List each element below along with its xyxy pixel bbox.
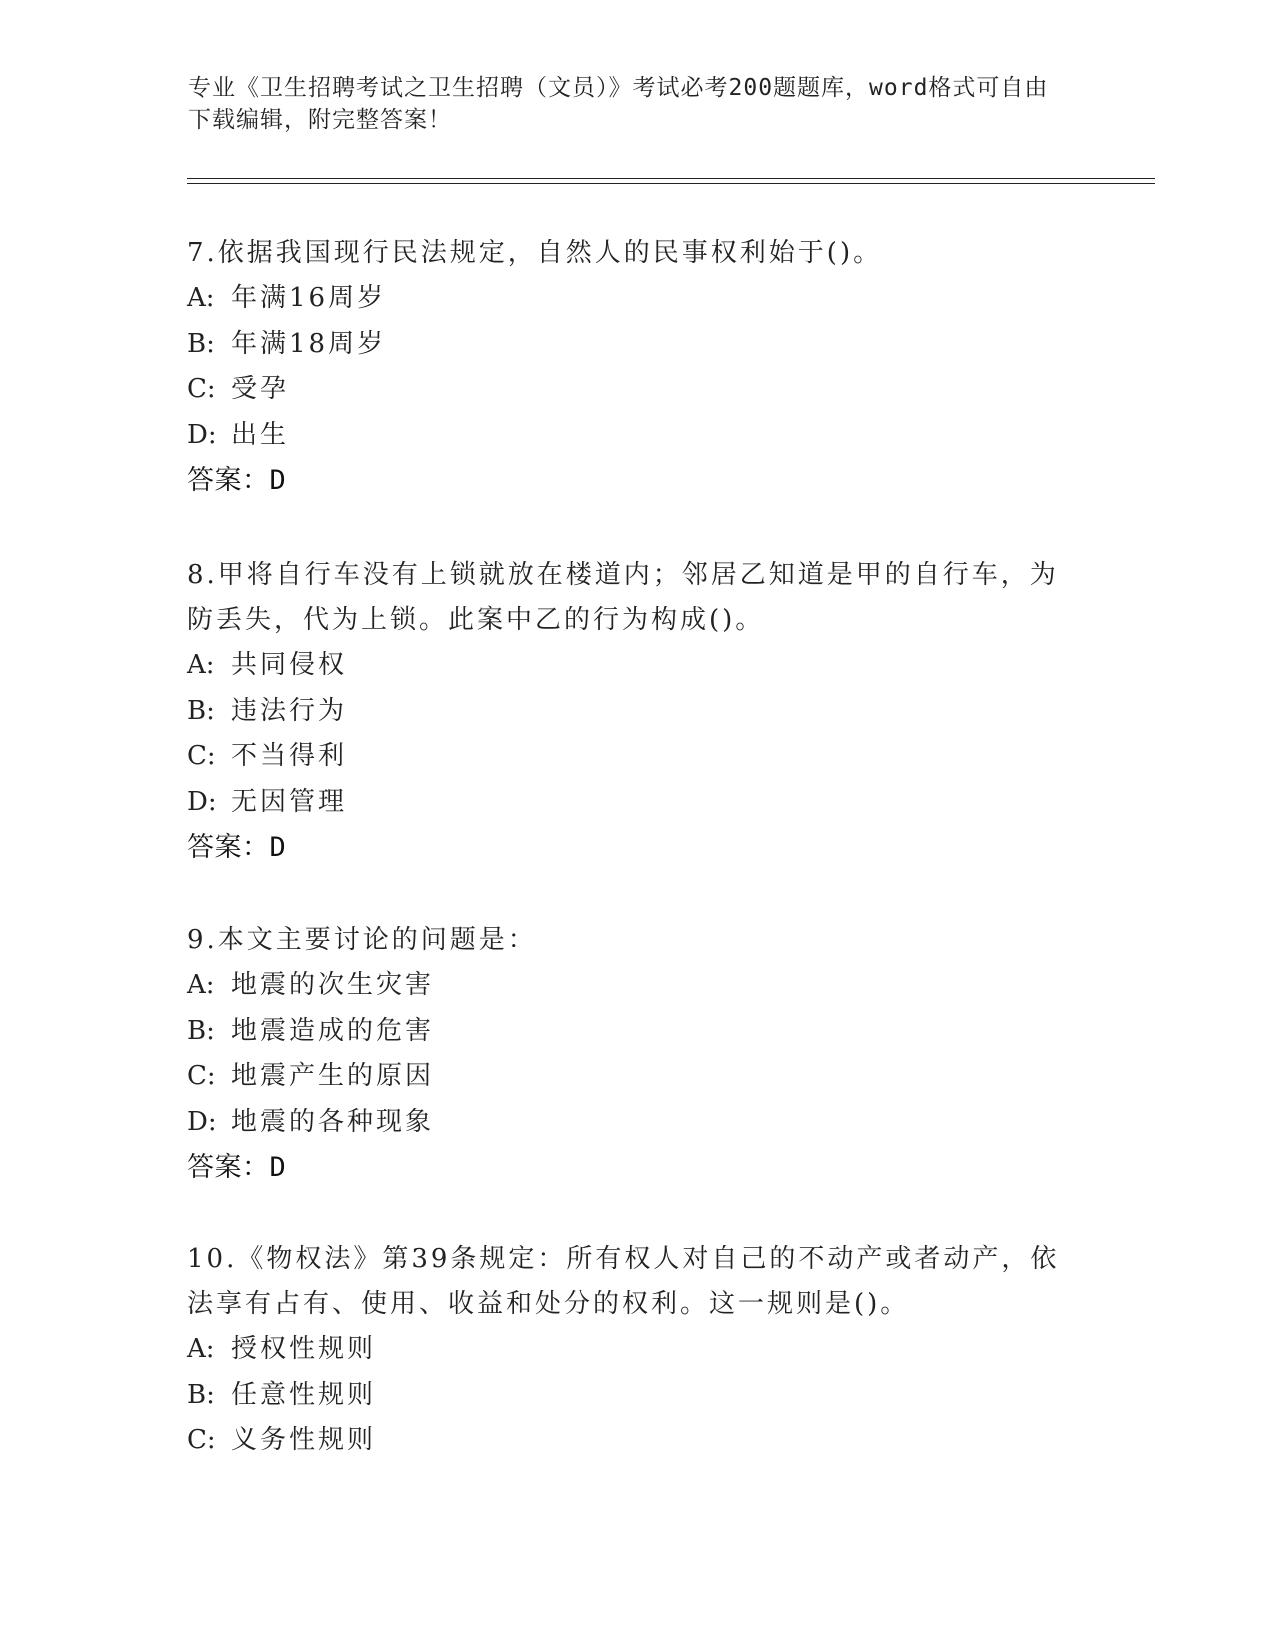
option-d [187, 780, 1067, 826]
option-letter: C: [187, 1425, 216, 1455]
option-text: 地震造成的危害 [231, 1015, 435, 1046]
question-8 [187, 553, 1067, 870]
question-stem: 10.《物权法》第39条规定：所有权人对自己的不动产或者动产，依法享有占有、使用、收益和处分的权利。这一规则是()。 [187, 1244, 1060, 1319]
header-divider-top [187, 178, 1155, 179]
option-text: 地震的次生灾害 [231, 970, 435, 1000]
question-9 [187, 918, 1067, 1190]
answer-line: 答案：D [187, 1152, 287, 1183]
option-text: 义务性规则 [231, 1425, 377, 1455]
option-text: 年满16周岁 [231, 283, 387, 313]
option-d [187, 1100, 1067, 1146]
option-text: 受孕 [231, 374, 290, 404]
option-b [187, 1373, 1067, 1419]
option-letter: A: [187, 650, 215, 680]
option-d [187, 413, 1067, 459]
option-c [187, 1418, 1067, 1464]
option-text: 任意性规则 [231, 1379, 377, 1410]
option-c [187, 1054, 1067, 1100]
option-text: 无因管理 [231, 786, 348, 817]
answer-line: 答案：D [187, 465, 287, 496]
option-text: 地震产生的原因 [231, 1061, 435, 1091]
option-b [187, 1009, 1067, 1055]
option-letter: A: [187, 1334, 215, 1364]
option-a [187, 963, 1067, 1009]
option-letter: B: [187, 1015, 215, 1046]
option-text: 违法行为 [231, 695, 348, 726]
option-letter: C: [187, 741, 216, 771]
option-a [187, 276, 1067, 322]
option-text: 共同侵权 [231, 650, 348, 680]
option-text: 地震的各种现象 [231, 1106, 435, 1137]
option-b [187, 689, 1067, 735]
option-letter: B: [187, 328, 215, 359]
question-stem: 7.依据我国现行民法规定，自然人的民事权利始于()。 [187, 238, 883, 268]
option-letter: B: [187, 1379, 215, 1410]
option-c [187, 734, 1067, 780]
option-letter: A: [187, 970, 215, 1000]
option-letter: D: [187, 786, 217, 817]
option-b [187, 322, 1067, 368]
header-divider-bottom [187, 183, 1155, 184]
option-text: 不当得利 [231, 741, 348, 771]
header-intro-text: 专业《卫生招聘考试之卫生招聘（文员）》考试必考200题题库，word格式可自由下载编辑，附完整答案！ [188, 75, 1049, 133]
question-stem: 9.本文主要讨论的问题是： [187, 925, 537, 955]
option-a [187, 643, 1067, 689]
option-letter: B: [187, 695, 215, 726]
question-10 [187, 1237, 1067, 1464]
question-stem: 8.甲将自行车没有上锁就放在楼道内；邻居乙知道是甲的自行车，为防丢失，代为上锁。此案中乙的行为构成()。 [187, 560, 1059, 635]
option-letter: D: [187, 419, 217, 450]
option-text: 授权性规则 [231, 1334, 377, 1364]
option-text: 年满18周岁 [231, 328, 387, 359]
option-letter: D: [187, 1106, 217, 1137]
option-c [187, 367, 1067, 413]
option-text: 出生 [231, 419, 290, 450]
answer-line: 答案：D [187, 832, 287, 863]
option-a [187, 1327, 1067, 1373]
option-letter: A: [187, 283, 215, 313]
option-letter: C: [187, 1061, 216, 1091]
document-header [188, 72, 1068, 136]
question-7 [187, 231, 1067, 503]
option-letter: C: [187, 374, 216, 404]
